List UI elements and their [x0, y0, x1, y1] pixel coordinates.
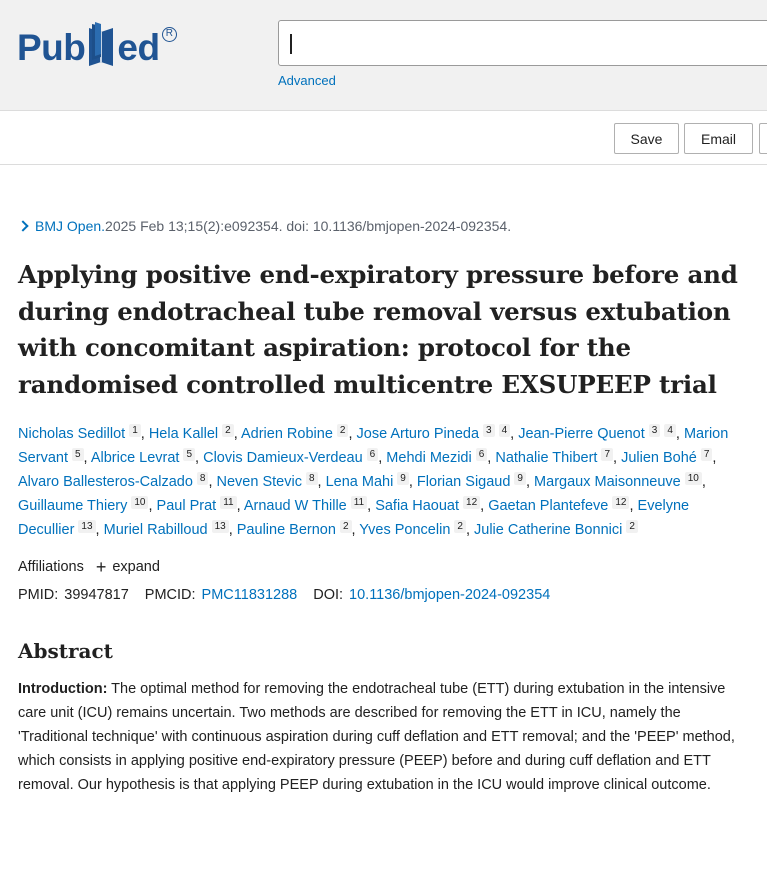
author-separator: , [408, 474, 417, 490]
logo-book-icon [86, 22, 116, 70]
author-link[interactable]: Hela Kallel [148, 426, 219, 442]
author-link[interactable]: Julien Bohé [621, 450, 697, 466]
affiliation-number[interactable]: 8 [306, 472, 318, 485]
author-link[interactable]: Nathalie Thibert [495, 450, 598, 466]
affiliation-number[interactable]: 11 [351, 496, 367, 509]
citation-text: 2025 Feb 13;15(2):e092354. doi: 10.1136/bmjopen-2024-092354. [105, 218, 512, 234]
affiliation-number[interactable]: 12 [612, 496, 629, 509]
intro-text: The optimal method for removing the endotracheal tube (ETT) during extubation in the intensive care unit (ICU) remains uncertain. Two methods are described for removing the ETT in ICU, namely the 'Traditional technique' with continuous aspiration during cuff deflation and ETT removal; and the 'PEEP' method, which consists in applying positive end-expiratory pressure (PEEP) before and during cuff deflation and ETT removal. Our hypothesis is that applying PEEP during extubation in the ICU would improve clinical outcome. [18, 681, 735, 793]
affiliation-number[interactable]: 10 [131, 496, 148, 509]
pubmed-logo[interactable] [17, 16, 177, 80]
author-separator: , [228, 522, 237, 538]
pmid-value: 39947817 [64, 587, 129, 603]
author-link[interactable]: Clovis Damieux-Verdeau [203, 450, 363, 466]
author-separator: , [195, 450, 204, 466]
affiliation-number[interactable]: 3 [483, 424, 495, 437]
affiliation-number[interactable]: 2 [626, 520, 638, 533]
save-button[interactable]: Save [614, 123, 679, 154]
search-input[interactable] [278, 20, 767, 66]
more-button[interactable] [759, 123, 767, 154]
author-link[interactable]: Gaetan Plantefeve [488, 498, 609, 514]
author-separator: , [367, 498, 376, 514]
author-separator: , [236, 498, 244, 514]
affiliation-number[interactable]: 10 [685, 472, 702, 485]
affiliation-number[interactable]: 4 [664, 424, 676, 437]
expand-label: expand [112, 559, 160, 575]
email-button[interactable]: Email [684, 123, 753, 154]
author-link[interactable]: Alvaro Ballesteros-Calzado [18, 474, 193, 490]
author-list [18, 422, 738, 542]
pmcid-label: PMCID: [144, 587, 196, 603]
affiliation-number[interactable]: 4 [499, 424, 511, 437]
abstract-introduction [18, 677, 748, 797]
article-title: Applying positive end-expiratory pressure before and during endotracheal tube removal versus extubation with concomitant aspiration: protocol for the randomised controlled multicentre EXSUPEEP trial [18, 260, 738, 399]
abstract-heading: Abstract [18, 639, 113, 663]
author-link[interactable]: Mehdi Mezidi [386, 450, 472, 466]
author-separator: , [629, 498, 638, 514]
author-link[interactable]: Jose Arturo Pineda [356, 426, 480, 442]
author-separator: , [613, 450, 622, 466]
author-link[interactable]: Guillaume Thiery [18, 498, 128, 514]
author-separator: , [351, 522, 360, 538]
affiliation-number[interactable]: 5 [72, 448, 84, 461]
author-link[interactable]: Paul Prat [156, 498, 217, 514]
logo-text-pub: Pub [17, 27, 86, 68]
author-separator: , [83, 450, 91, 466]
action-toolbar [0, 111, 767, 165]
text-caret [290, 34, 292, 54]
affiliation-number[interactable]: 2 [222, 424, 234, 437]
pmcid-link[interactable]: PMC11831288 [201, 587, 298, 603]
identifiers-row [18, 583, 750, 607]
affiliations-row [18, 555, 750, 579]
author-separator: , [480, 498, 489, 514]
author-link[interactable]: Lena Mahi [325, 474, 394, 490]
journal-link[interactable]: BMJ Open. [35, 218, 106, 234]
citation-line [18, 212, 750, 240]
intro-label: Introduction: [18, 681, 108, 697]
affiliation-number[interactable]: 5 [183, 448, 195, 461]
affiliation-number[interactable]: 6 [476, 448, 488, 461]
author-separator: , [233, 426, 241, 442]
plus-icon: + [95, 557, 107, 577]
expand-affiliations-button[interactable] [96, 558, 160, 576]
affiliation-number[interactable]: 8 [197, 472, 209, 485]
chevron-right-icon[interactable] [17, 220, 28, 231]
author-link[interactable]: Evelyne Decullier [18, 498, 690, 538]
affiliation-number[interactable]: 7 [601, 448, 613, 461]
author-link[interactable]: Yves Poncelin [359, 522, 451, 538]
author-separator: , [140, 426, 149, 442]
affiliation-number[interactable]: 3 [649, 424, 661, 437]
author-separator: , [348, 426, 357, 442]
affiliation-number[interactable]: 9 [514, 472, 526, 485]
registered-icon: R [162, 27, 177, 42]
author-separator: , [487, 450, 496, 466]
author-link[interactable]: Marion Servant [18, 426, 729, 466]
affiliation-number[interactable]: 2 [340, 520, 352, 533]
affiliations-label: Affiliations [18, 559, 84, 575]
affiliation-number[interactable]: 2 [337, 424, 349, 437]
author-link[interactable]: Nicholas Sedillot [18, 426, 126, 442]
site-header [0, 0, 767, 111]
affiliation-number[interactable]: 13 [78, 520, 95, 533]
author-separator: , [675, 426, 684, 442]
doi-label: DOI: [313, 587, 344, 603]
author-separator: , [317, 474, 326, 490]
affiliation-number[interactable]: 1 [129, 424, 141, 437]
author-link[interactable]: Jean-Pierre Quenot [518, 426, 645, 442]
logo-text-ed: ed [117, 27, 160, 68]
author-separator: , [525, 474, 535, 490]
affiliation-number[interactable]: 2 [454, 520, 466, 533]
author-separator: , [712, 450, 717, 466]
author-link[interactable]: Margaux Maisonneuve [534, 474, 681, 490]
affiliation-number[interactable]: 13 [212, 520, 229, 533]
advanced-search-link[interactable]: Advanced [278, 73, 336, 88]
affiliation-number[interactable]: 12 [463, 496, 480, 509]
author-link[interactable]: Arnaud W Thille [243, 498, 347, 514]
author-link[interactable]: Florian Sigaud [416, 474, 511, 490]
author-separator: , [148, 498, 157, 514]
author-link[interactable]: Albrice Levrat [90, 450, 180, 466]
author-link[interactable]: Safia Haouat [375, 498, 460, 514]
article-content [18, 212, 750, 797]
affiliation-number[interactable]: 7 [701, 448, 713, 461]
author-separator: , [701, 474, 706, 490]
author-separator: , [378, 450, 387, 466]
author-link[interactable]: Neven Stevic [216, 474, 302, 490]
author-link[interactable]: Adrien Robine [240, 426, 333, 442]
affiliation-number[interactable]: 6 [367, 448, 379, 461]
author-separator: , [208, 474, 217, 490]
author-separator: , [510, 426, 519, 442]
author-link[interactable]: Pauline Bernon [236, 522, 336, 538]
author-separator: , [465, 522, 475, 538]
affiliation-number[interactable]: 11 [220, 496, 236, 509]
author-separator: , [95, 522, 104, 538]
pmid-label: PMID: [18, 587, 59, 603]
author-link[interactable]: Julie Catherine Bonnici [474, 522, 623, 538]
affiliation-number[interactable]: 9 [397, 472, 409, 485]
author-link[interactable]: Muriel Rabilloud [103, 522, 208, 538]
doi-link[interactable]: 10.1136/bmjopen-2024-092354 [349, 587, 551, 603]
